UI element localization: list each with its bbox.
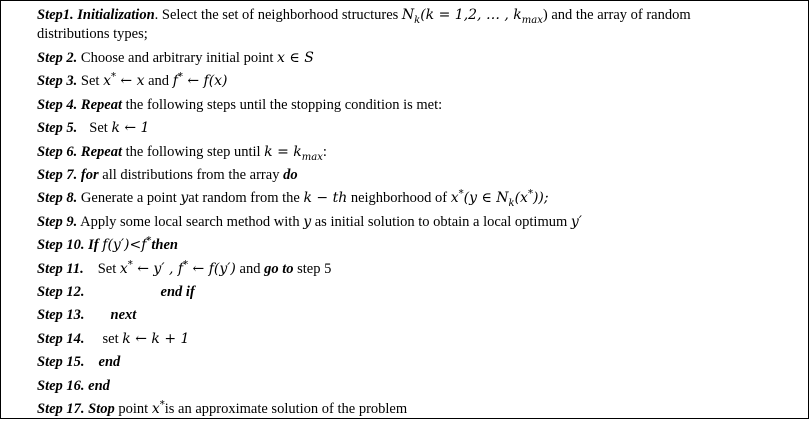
- step-9-math-y: y: [303, 213, 312, 230]
- step-12-label: Step 12.: [37, 284, 85, 301]
- step-17-math: x*: [151, 399, 165, 418]
- step-13-keyword: next: [110, 307, 137, 324]
- step-5: [37, 117, 800, 140]
- step-14-math: k ← k + 1: [122, 330, 190, 347]
- step-9-text-b: as initial solution to obtain a local optimum: [311, 213, 571, 230]
- step-8-math-y: y: [180, 190, 189, 207]
- step-4-keyword: Repeat: [80, 96, 122, 113]
- step-11-label: Step 11.: [37, 260, 84, 277]
- step-1-text-a: . Select the set of neighborhood structures: [154, 7, 402, 23]
- step-8-math-neighborhood: x*(y ∈ $N_k(x^*)$);: [450, 188, 549, 210]
- step-5-label: Step 5.: [37, 120, 78, 137]
- step-8: [37, 187, 800, 210]
- algorithm-steps: [37, 5, 800, 422]
- step-13: [37, 304, 800, 327]
- step-11: [37, 258, 800, 281]
- step-9-text: Apply some local search method with: [77, 213, 304, 230]
- step-11-text-b: and: [235, 260, 265, 277]
- step-6-label: Step 6.: [37, 143, 78, 160]
- step-8-label: Step 8.: [37, 190, 78, 207]
- step-4-text: the following steps until the stopping condition is met:: [121, 96, 443, 113]
- step-1-math-k: (k = 1,2, … , $k_{max}$: [420, 7, 543, 26]
- step-4: [37, 94, 800, 117]
- step-17: [37, 398, 800, 421]
- step-2-label: Step 2.: [37, 50, 78, 66]
- step-3-label: Step 3.: [37, 73, 78, 90]
- step-16-label: Step 16. end: [37, 377, 110, 394]
- step-14-text: set: [102, 330, 123, 347]
- step-1-label: Step1.: [37, 7, 74, 23]
- step-1-continuation: [37, 25, 800, 47]
- step-10-keyword-then: then: [151, 237, 178, 254]
- step-3-math-x: x* ← x: [103, 71, 145, 90]
- step-11-text: Set: [97, 260, 120, 277]
- step-1-text-b: ) and the array of random: [542, 7, 691, 23]
- step-6-text: the following step until: [121, 143, 265, 160]
- step-7-text: all distributions from the array: [98, 167, 284, 184]
- step-10-keyword-if: If: [88, 237, 99, 254]
- step-12: [37, 281, 800, 304]
- step-15: [37, 351, 800, 374]
- step-17-text: point: [114, 401, 152, 418]
- step-17-keyword: Stop: [88, 401, 115, 418]
- step-8-math-kth: k − th: [303, 190, 348, 207]
- step-13-label: Step 13.: [37, 307, 85, 324]
- step-4-label: Step 4.: [37, 96, 78, 113]
- step-6-keyword: Repeat: [80, 143, 122, 160]
- step-3-text-b: and: [144, 73, 173, 90]
- step-6-math: $k = k_{max}$: [264, 143, 323, 163]
- step-9-math-yprime: y′: [570, 213, 582, 230]
- step-9-label: Step 9.: [37, 213, 78, 230]
- step-7-keyword: for: [80, 167, 99, 184]
- step-3: [37, 70, 800, 93]
- step-8-text: Generate a point: [77, 190, 181, 207]
- step-3-text: Set: [77, 73, 104, 90]
- step-8-text-b: at random from the: [188, 190, 304, 207]
- step-17-text-b: is an approximate solution of the problem: [164, 401, 408, 418]
- step-10-label: Step 10.: [37, 237, 85, 254]
- step-16: [37, 375, 800, 398]
- step-12-keyword: end if: [160, 284, 195, 301]
- step-1-cont: distributions types;: [37, 26, 148, 42]
- step-11-keyword-goto: go to: [264, 260, 294, 277]
- step-2-math: x ∈ S: [277, 50, 314, 66]
- step-10-math: f(y′)<f*: [102, 235, 152, 254]
- step-14-label: Step 14.: [37, 330, 85, 347]
- step-6: [37, 141, 800, 164]
- step-1: [37, 5, 800, 25]
- step-2-text: Choose and arbitrary initial point: [77, 50, 278, 66]
- step-10: [37, 234, 800, 257]
- step-7: [37, 164, 800, 187]
- step-6-text-b: :: [322, 143, 327, 160]
- step-7-keyword-do: do: [283, 167, 298, 184]
- step-9: [37, 211, 800, 234]
- step-15-keyword: end: [98, 354, 121, 371]
- step-3-math-f: f* ← f(x): [172, 71, 228, 90]
- step-11-math: x* ← y′ , f* ← f(y′): [119, 259, 236, 277]
- step-5-text: Set: [89, 120, 112, 137]
- step-5-math: k ← 1: [111, 120, 150, 137]
- step-2: [37, 47, 800, 70]
- step-15-label: Step 15.: [37, 354, 85, 371]
- step-14: [37, 328, 800, 351]
- step-1-keyword: Initialization: [77, 7, 155, 23]
- step-11-text-c: step 5: [293, 260, 332, 277]
- step-7-label: Step 7.: [37, 167, 78, 184]
- step-1-math-n: $N_k$: [401, 7, 421, 26]
- step-8-text-c: neighborhood of: [347, 190, 451, 207]
- step-17-label: Step 17.: [37, 401, 85, 418]
